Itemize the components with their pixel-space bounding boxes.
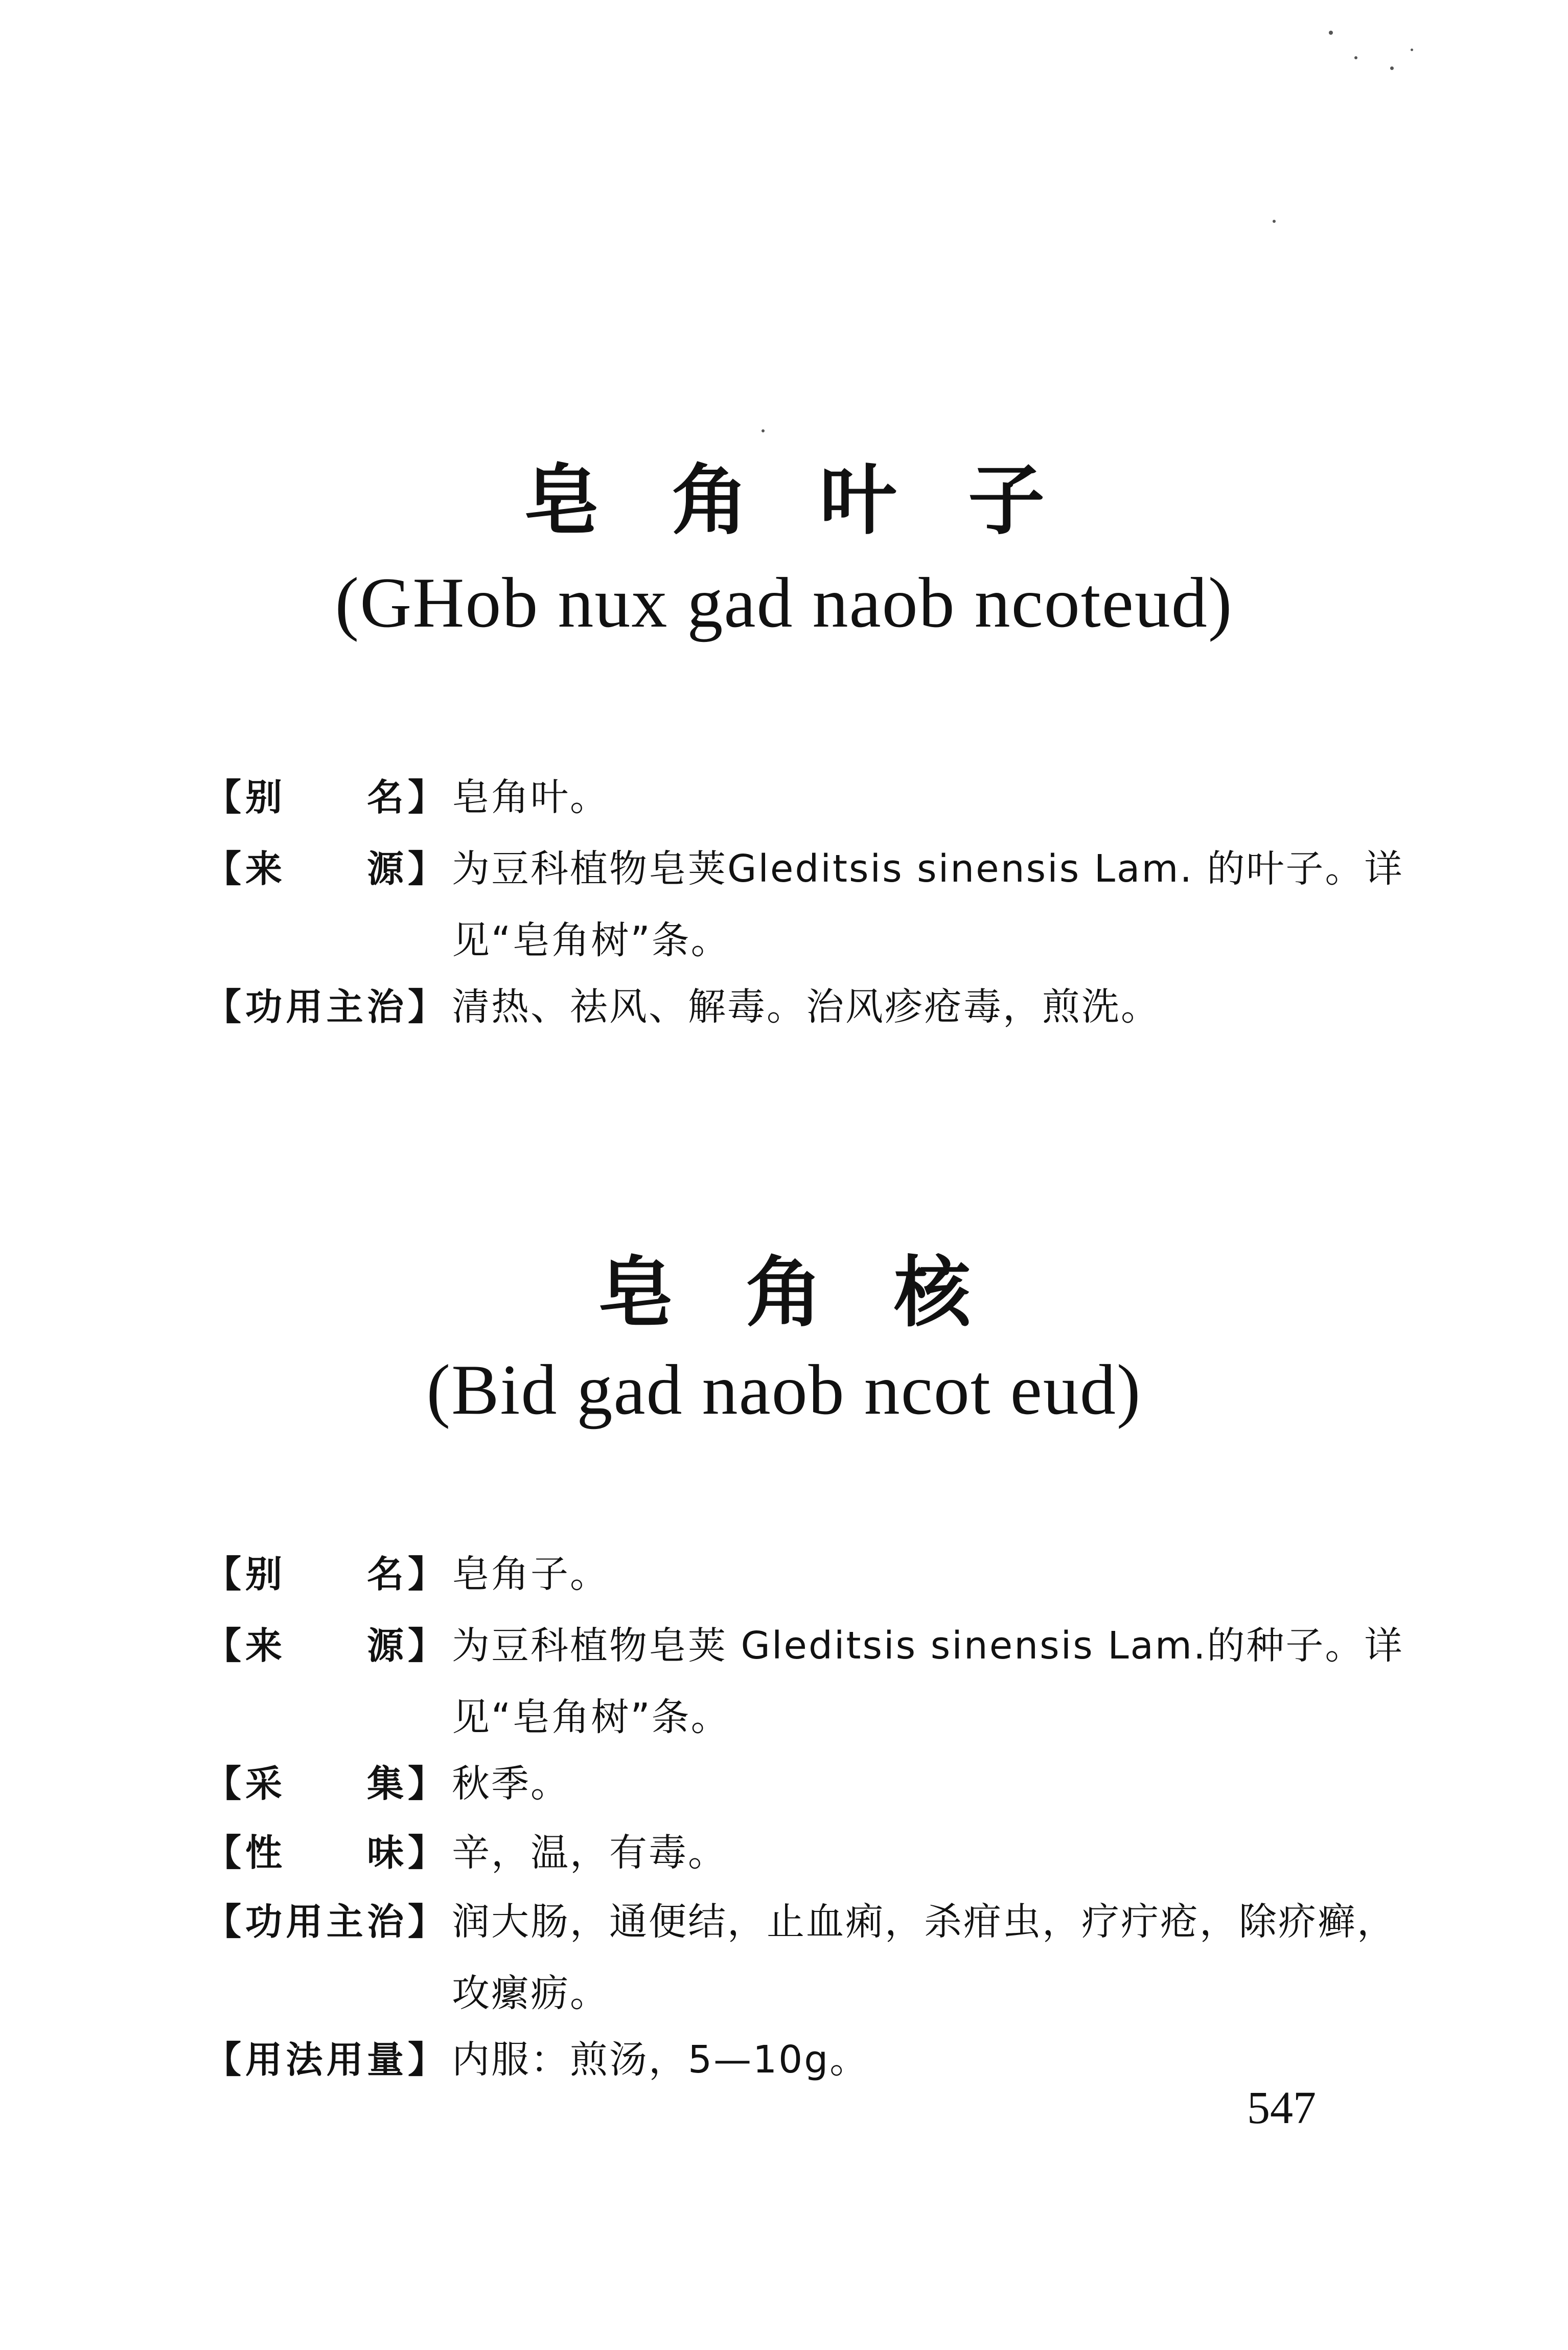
entry-1-field-source bbox=[204, 833, 1411, 976]
page-number: 547 bbox=[1247, 2083, 1316, 2133]
field-label: 【 来 源 】 bbox=[204, 847, 445, 890]
field-label: 【 来 源 】 bbox=[204, 1624, 445, 1667]
entry-2-romanized-name: (Bid gad naob ncot eud) bbox=[426, 1350, 1142, 1430]
field-label: 【 功 用 主 治 】 bbox=[204, 1900, 445, 1943]
entry-2-field-alias bbox=[204, 1538, 1411, 1610]
entry-2-field-collection bbox=[204, 1748, 1411, 1819]
field-label: 【 别 名 】 bbox=[204, 776, 445, 819]
field-text: 为豆科植物皂荚Gleditsis sinensis Lam. 的叶子。详见“皂角树”条。 bbox=[452, 847, 1404, 962]
field-label: 【 功 用 主 治 】 bbox=[204, 985, 445, 1028]
entry-2-field-dosage bbox=[204, 2024, 1411, 2095]
entry-2-field-indications bbox=[204, 1886, 1411, 2029]
field-text: 皂角叶。 bbox=[452, 775, 609, 819]
entry-2-field-source bbox=[204, 1610, 1411, 1753]
field-text: 皂角子。 bbox=[452, 1552, 609, 1596]
entry-1-title: 皂 角 叶 子 bbox=[523, 456, 1045, 545]
entry-1-field-alias bbox=[204, 762, 1411, 833]
field-text: 内服：煎汤，5—10g。 bbox=[452, 2038, 869, 2082]
field-text: 辛，温，有毒。 bbox=[452, 1831, 727, 1875]
entry-2-title: 皂 角 核 bbox=[597, 1249, 971, 1338]
field-label: 【 用 法 用 量 】 bbox=[204, 2038, 445, 2081]
field-label: 【 别 名 】 bbox=[204, 1553, 445, 1596]
field-text: 润大肠，通便结，止血痢，杀疳虫，疗疔疮，除疥癣，攻瘰疬。 bbox=[452, 1900, 1396, 2015]
entry-1-romanized-name: (GHob nux gad naob ncoteud) bbox=[335, 563, 1233, 642]
field-text: 为豆科植物皂荚 Gleditsis sinensis Lam.的种子。详见“皂角树”条。 bbox=[452, 1624, 1404, 1739]
field-text: 秋季。 bbox=[452, 1762, 570, 1806]
entry-1-field-indications bbox=[204, 971, 1411, 1043]
entry-2-field-nature-taste bbox=[204, 1817, 1411, 1888]
field-label: 【 性 味 】 bbox=[204, 1831, 445, 1874]
field-label: 【 采 集 】 bbox=[204, 1762, 445, 1805]
field-text: 清热、祛风、解毒。治风疹疮毒，煎洗。 bbox=[452, 985, 1160, 1029]
